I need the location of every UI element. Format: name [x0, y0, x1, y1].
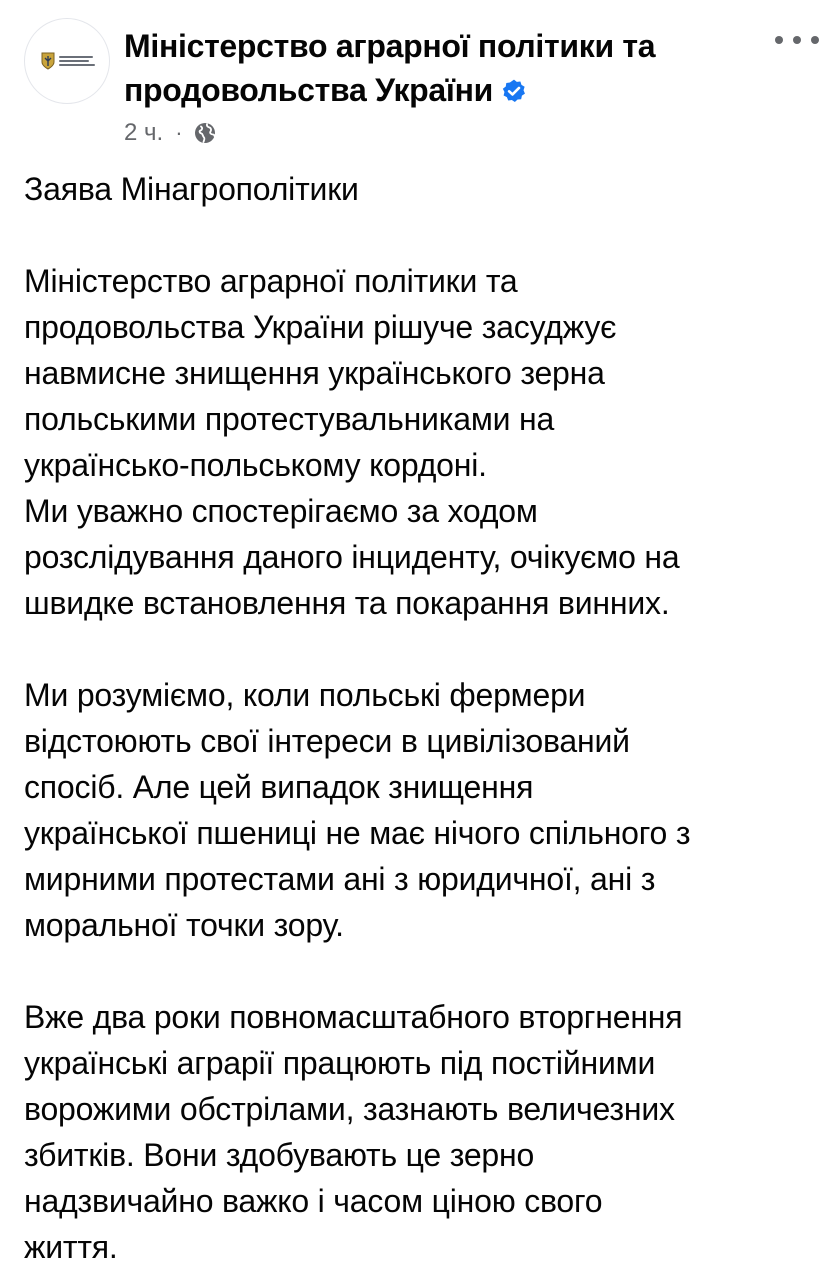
page-name-text: Міністерство аграрної політики та продовольства України	[124, 28, 656, 108]
page-avatar[interactable]	[24, 18, 110, 104]
more-dot	[811, 36, 819, 44]
more-dot	[793, 36, 801, 44]
post-paragraph: Заява Мінагрополітики	[24, 171, 359, 207]
meta-separator: ·	[175, 120, 183, 145]
post-meta	[124, 116, 217, 150]
more-options-button[interactable]	[775, 30, 819, 50]
post-text	[24, 166, 814, 1270]
more-dot	[775, 36, 783, 44]
post-header	[0, 0, 837, 160]
ministry-logo	[40, 52, 95, 70]
post-paragraph: Ми розуміємо, коли польські фермери відстоюють свої інтереси в цивілізований спосіб. Але цей випадок знищення української пшениці не має нічого спільного з мирними протестами ані з юридичної, ані з моральної точки зору.	[24, 677, 691, 943]
post-timestamp[interactable]: 2 ч.	[124, 119, 164, 146]
post-paragraph: Міністерство аграрної політики та продовольства України рішуче засуджує навмисне знищення українського зерна польськими протестувальниками на українсько-польському кордоні. Ми уважно спостерігаємо за ходом розслідування даного інциденту, очікуємо на швидке встановлення та покарання винних.	[24, 263, 680, 621]
post-paragraph: Вже два роки повномасштабного вторгнення українські аграрії працюють під постійними ворожими обстрілами, зазнають величезних збитків. Вони здобувають це зерно надзвичайно важко і часом ціною свого життя.	[24, 999, 683, 1265]
logo-text-lines	[59, 56, 95, 66]
page-name-link[interactable]	[124, 24, 744, 112]
emblem-icon	[40, 52, 56, 70]
verified-badge-icon	[501, 78, 527, 104]
globe-icon	[193, 121, 217, 145]
